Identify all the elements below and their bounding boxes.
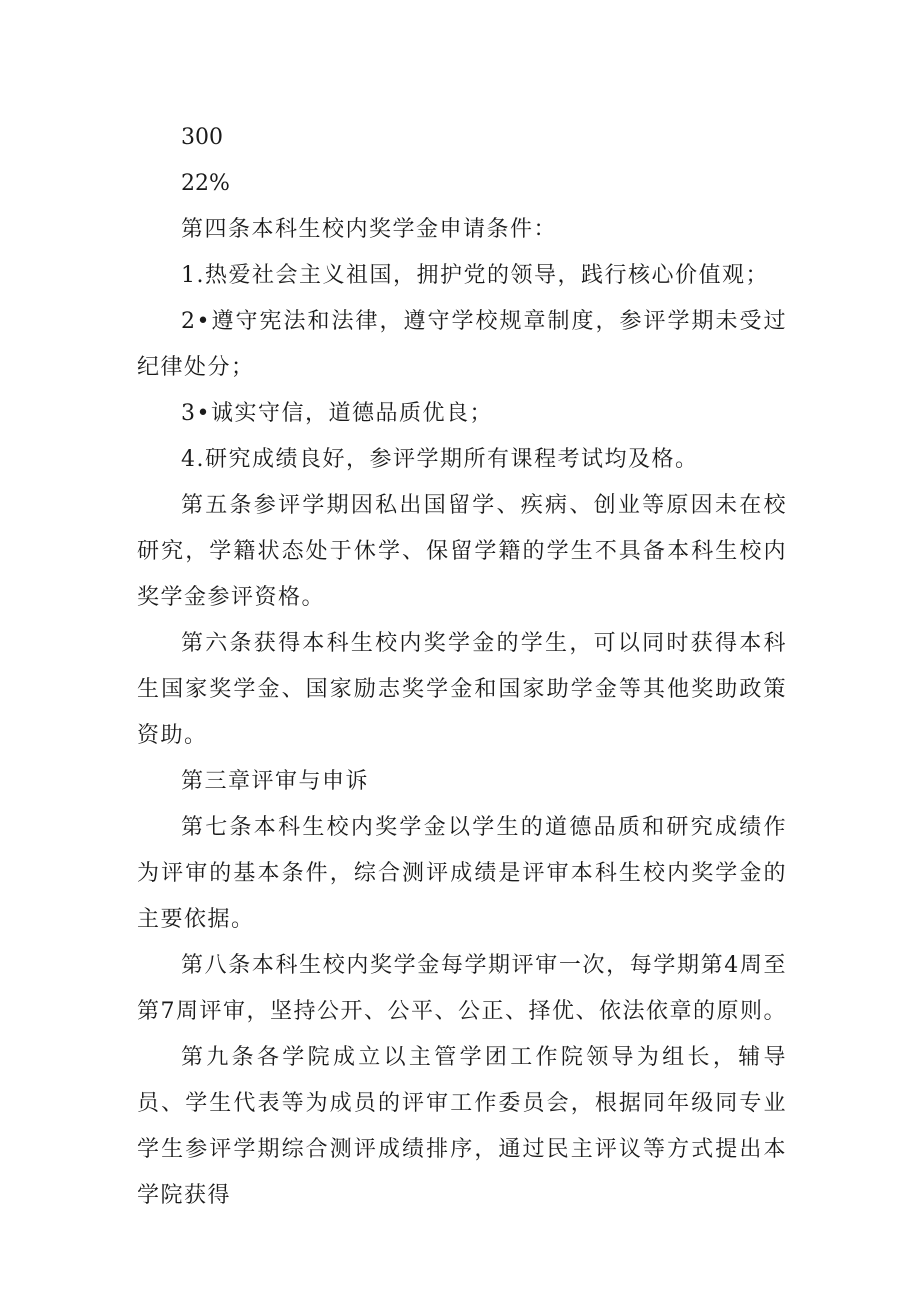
- paragraph-condition-4: 4.研究成绩良好，参评学期所有课程考试均及格。: [181, 447, 699, 472]
- paragraph-amount: 300: [181, 125, 223, 150]
- paragraph-percentage: 22%: [181, 171, 230, 196]
- chapter-3-heading: 第三章评审与申诉: [181, 769, 370, 794]
- paragraph-article-8: 第八条本科生校内奖学金每学期评审一次，每学期第4周至第7周评审，坚持公开、公平、公正、择优、依法依章的原则。: [137, 953, 787, 1024]
- document-body: [137, 115, 787, 1219]
- paragraph-article-9: 第九条各学院成立以主管学团工作院领导为组长，辅导员、学生代表等为成员的评审工作委员会，根据同年级同专业学生参评学期综合测评成绩排序，通过民主评议等方式提出本学院获得: [137, 1045, 787, 1208]
- paragraph-condition-1: 1.热爱社会主义祖国，拥护党的领导，践行核心价值观；: [181, 263, 769, 288]
- paragraph-article-4-heading: 第四条本科生校内奖学金申请条件：: [181, 217, 558, 242]
- paragraph-article-6: 第六条获得本科生校内奖学金的学生，可以同时获得本科生国家奖学金、国家励志奖学金和国家助学金等其他奖助政策资助。: [137, 631, 787, 748]
- paragraph-article-5: 第五条参评学期因私出国留学、疾病、创业等原因未在校研究，学籍状态处于休学、保留学籍的学生不具备本科生校内奖学金参评资格。: [137, 493, 787, 610]
- paragraph-article-7: 第七条本科生校内奖学金以学生的道德品质和研究成绩作为评审的基本条件，综合测评成绩是评审本科生校内奖学金的主要依据。: [137, 815, 787, 932]
- paragraph-condition-3: 3•诚实守信，道德品质优良；: [181, 401, 493, 426]
- paragraph-condition-2: 2•遵守宪法和法律，遵守学校规章制度，参评学期未受过纪律处分；: [137, 309, 787, 380]
